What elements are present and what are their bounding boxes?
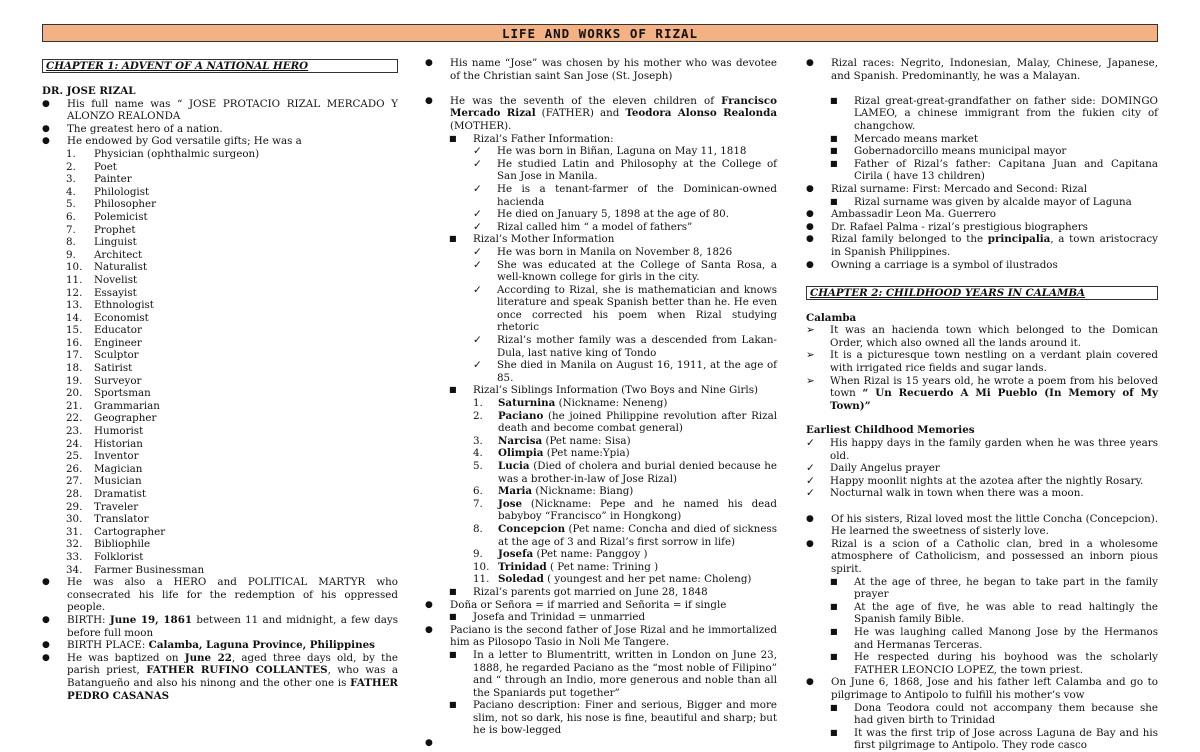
number-marker: 32. bbox=[66, 538, 83, 551]
square-item: ■ It was the first trip of Jose across Laguna de Bay and his first pilgrimage to Antipolo. They rode casco bbox=[830, 726, 1158, 752]
number-marker: 7. bbox=[473, 497, 483, 510]
gift-item: 9. Architect bbox=[66, 248, 143, 261]
number-marker: 5. bbox=[473, 460, 483, 472]
memory-item: ✓ Happy moonlit nights at the azotea after the nightly Rosary. bbox=[806, 474, 1144, 487]
gift-item: 21. Grammarian bbox=[66, 399, 160, 412]
gift-item: 19. Surveyor bbox=[66, 374, 142, 387]
number-marker: 9. bbox=[66, 248, 76, 261]
bullet-item: ● Rizal races: Negrito, Indonesian, Malay, Chinese, Japanese, and Spanish. Predominantly, he was a Malayan. bbox=[806, 57, 1158, 82]
square-bullet-icon: ■ bbox=[449, 385, 457, 395]
gift-item: 16. Engineer bbox=[66, 336, 142, 349]
bullet-item: ● Rizal family belonged to the principalia, a town aristocracy in Spanish Philippines. bbox=[806, 233, 1158, 258]
square-bullet-icon: ■ bbox=[449, 234, 457, 244]
number-marker: 17. bbox=[66, 349, 83, 362]
father-info-item: ✓ He studied Latin and Philosophy at the College of San Jose in Manila. bbox=[473, 157, 777, 183]
gift-item: 20. Sportsman bbox=[66, 387, 151, 400]
gift-item: 24. Historian bbox=[66, 437, 143, 450]
square-bullet-icon: ■ bbox=[830, 146, 838, 156]
bullet-icon: ● bbox=[42, 652, 50, 663]
square-item: ■ Rizal surname was given by alcalde mayor of Laguna bbox=[830, 195, 1132, 208]
bullet-item: ● Of his sisters, Rizal loved most the little Concha (Concepcion). He learned the sweetness of sisterly love. bbox=[806, 512, 1158, 538]
section-heading-memories: Earliest Childhood Memories bbox=[806, 424, 975, 437]
number-marker: 4. bbox=[66, 185, 76, 198]
bullet-item-birthplace: ● BIRTH PLACE: Calamba, Laguna Province, Philippines bbox=[42, 639, 375, 652]
bullet-icon: ● bbox=[806, 221, 814, 232]
arrow-bullet-icon: ➢ bbox=[806, 324, 815, 337]
check-icon: ✓ bbox=[473, 182, 482, 195]
square-bullet-icon: ■ bbox=[830, 95, 838, 105]
square-item: ■ Mercado means market bbox=[830, 132, 979, 145]
number-marker: 8. bbox=[473, 522, 483, 535]
square-bullet-icon: ■ bbox=[830, 702, 838, 712]
sibling-item: 9. Josefa (Pet name: Panggoy ) bbox=[473, 548, 648, 561]
number-marker: 6. bbox=[66, 210, 76, 223]
bullet-item: ● Doña or Señora = if married and Señorita = if single bbox=[425, 598, 727, 611]
number-marker: 7. bbox=[66, 223, 76, 236]
mother-info-item: ✓ Rizal’s mother family was a descended from Lakan-Dula, last native king of Tondo bbox=[473, 334, 777, 359]
square-item: ■ Rizal great-great-grandfather on father side: DOMINGO LAMEO, a chinese immigrant from the fukien city of changchow. bbox=[830, 94, 1158, 132]
sibling-item: 1. Saturnina (Nickname: Neneng) bbox=[473, 397, 668, 410]
gift-item: 17. Sculptor bbox=[66, 349, 139, 362]
gift-item: 13. Ethnologist bbox=[66, 299, 154, 312]
bullet-icon: ● bbox=[425, 738, 433, 749]
memory-item: ✓ Nocturnal walk in town when there was a moon. bbox=[806, 487, 1084, 500]
memory-item: ✓ Daily Angelus prayer bbox=[806, 462, 940, 475]
sibling-name: Lucia bbox=[498, 460, 530, 472]
gift-item: 3. Painter bbox=[66, 173, 132, 186]
father-info-item: ✓ Rizal called him “ a model of fathers” bbox=[473, 220, 693, 233]
sibling-name: Josefa bbox=[498, 548, 534, 561]
bullet-item-baptism: ● He was baptized on June 22, aged three days old, by the parish priest, FATHER RUFINO COLLANTES, who was a Batangueño and also his ninong and the other one is FATHER PEDRO CASANAS bbox=[42, 651, 398, 702]
mother-info-item: ✓ He was born in Manila on November 8, 1826 bbox=[473, 245, 733, 258]
square-bullet-icon: ■ bbox=[449, 586, 457, 596]
section-heading-dr-jose-rizal: DR. JOSE RIZAL bbox=[42, 85, 136, 97]
empty-bullet-item bbox=[425, 737, 777, 750]
number-marker: 14. bbox=[66, 311, 83, 324]
gift-item: 6. Polemicist bbox=[66, 210, 148, 223]
memories-list bbox=[806, 437, 1158, 500]
bullet-icon: ● bbox=[806, 183, 814, 194]
bullet-item: ● He was also a HERO and POLITICAL MARTYR who consecrated his life for the redemption of his oppressed people. bbox=[42, 576, 398, 614]
square-bullet-icon: ■ bbox=[449, 612, 457, 622]
bullet-icon: ● bbox=[806, 677, 814, 688]
bullet-item: ● Ambassadir Leon Ma. Guerrero bbox=[806, 208, 996, 221]
check-icon: ✓ bbox=[473, 220, 482, 233]
number-marker: 1. bbox=[473, 397, 483, 410]
bullet-item: ● Owning a carriage is a symbol of ilustrados bbox=[806, 258, 1058, 271]
number-marker: 33. bbox=[66, 550, 83, 563]
number-marker: 11. bbox=[473, 573, 490, 586]
number-marker: 12. bbox=[66, 286, 83, 299]
sibling-name: Concepcion bbox=[498, 522, 566, 535]
sibling-item: 5. Lucia (Died of cholera and burial denied because he was a brother-in-law of Jose Rizal) bbox=[473, 460, 777, 485]
gift-item: 29. Traveler bbox=[66, 500, 139, 513]
number-marker: 2. bbox=[473, 409, 483, 422]
bullet-icon: ● bbox=[42, 640, 50, 651]
gift-item: 31. Cartographer bbox=[66, 525, 166, 538]
square-bullet-icon: ■ bbox=[449, 700, 457, 710]
gift-item: 7. Prophet bbox=[66, 223, 136, 236]
check-icon: ✓ bbox=[473, 283, 482, 296]
subheading-siblings-info: ■ Rizal’s Siblings Information (Two Boys and Nine Girls) bbox=[449, 384, 759, 397]
sibling-name: Jose bbox=[498, 497, 523, 510]
square-bullet-icon: ■ bbox=[449, 133, 457, 143]
number-marker: 15. bbox=[66, 324, 83, 337]
sibling-name: Narcisa bbox=[498, 434, 543, 447]
square-item: ■ In a letter to Blumentritt, written in London on June 23, 1888, he regarded Paciano as the “most noble of Filipino” and “ through an Indio, more generous and noble than all the Spaniards put together” bbox=[449, 648, 777, 699]
check-icon: ✓ bbox=[473, 145, 482, 158]
bullet-icon: ● bbox=[806, 259, 814, 270]
subheading-father-info: ■ Rizal’s Father Information: bbox=[449, 132, 614, 145]
sibling-item: 6. Maria (Nickname: Biang) bbox=[473, 485, 634, 498]
square-item: ■ At the age of five, he was able to read haltingly the Spanish family Bible. bbox=[830, 600, 1158, 626]
gift-item: 2. Poet bbox=[66, 160, 117, 173]
square-item: ■ At the age of three, he began to take part in the family prayer bbox=[830, 575, 1158, 601]
number-marker: 4. bbox=[473, 447, 483, 460]
arrow-bullet-icon: ➢ bbox=[806, 374, 815, 387]
number-marker: 16. bbox=[66, 336, 83, 349]
number-marker: 23. bbox=[66, 425, 83, 438]
gift-item: 10. Naturalist bbox=[66, 261, 147, 274]
number-marker: 13. bbox=[66, 299, 83, 312]
number-marker: 2. bbox=[66, 160, 76, 173]
number-marker: 28. bbox=[66, 488, 83, 500]
chapter-2-heading: CHAPTER 2: CHILDHOOD YEARS IN CALAMBA bbox=[806, 286, 1158, 300]
gift-item: 32. Bibliophile bbox=[66, 538, 151, 551]
number-marker: 19. bbox=[66, 374, 83, 387]
number-marker: 31. bbox=[66, 525, 83, 538]
bullet-item: ● The greatest hero of a nation. bbox=[42, 122, 223, 135]
number-marker: 30. bbox=[66, 513, 83, 526]
square-bullet-icon: ■ bbox=[830, 133, 838, 143]
gift-item: 22. Geographer bbox=[66, 412, 157, 425]
bullet-icon: ● bbox=[42, 136, 50, 147]
square-bullet-icon: ■ bbox=[830, 652, 838, 662]
father-info-item: ✓ He was born in Biñan, Laguna on May 11, 1818 bbox=[473, 145, 747, 158]
bullet-item: ● He endowed by God versatile gifts; He was a bbox=[42, 135, 302, 148]
scion-sublist bbox=[806, 576, 1158, 677]
check-icon: ✓ bbox=[473, 258, 482, 271]
pilgrimage-sublist bbox=[806, 702, 1158, 752]
number-marker: 11. bbox=[66, 273, 83, 286]
mother-info-item: ✓ She died in Manila on August 16, 1911, at the age of 85. bbox=[473, 359, 777, 384]
mother-info-list bbox=[425, 246, 777, 385]
square-item: ■ Dona Teodora could not accompany them because she had given birth to Trinidad bbox=[830, 701, 1158, 727]
sibling-name: Trinidad bbox=[498, 560, 547, 573]
number-marker: 26. bbox=[66, 462, 83, 475]
arrow-item: ➢ When Rizal is 15 years old, he wrote a poem from his beloved town “ Un Recuerdo A Mi Pueblo (In Memory of My Town)” bbox=[806, 374, 1158, 412]
sibling-name: Soledad bbox=[498, 573, 544, 586]
square-bullet-icon: ■ bbox=[830, 576, 838, 586]
father-info-item: ✓ He is a tenant-farmer of the Dominican-owned hacienda bbox=[473, 182, 777, 208]
square-item: ■ Josefa and Trinidad = unmarried bbox=[449, 611, 646, 624]
gift-item: 14. Economist bbox=[66, 311, 149, 324]
square-item: ■ Rizal’s parents got married on June 28, 1848 bbox=[449, 585, 708, 598]
square-item: ■ He was laughing called Manong Jose by the Hermanos and Hermanas Terceras. bbox=[830, 625, 1158, 651]
bullet-item: ● He was the seventh of the eleven children of Francisco Mercado Rizal (FATHER) and Teodora Alonso Realonda (MOTHER). bbox=[425, 94, 777, 132]
bullet-icon: ● bbox=[425, 599, 433, 610]
siblings-list bbox=[425, 397, 777, 586]
check-icon: ✓ bbox=[806, 487, 815, 500]
number-marker: 10. bbox=[66, 261, 83, 274]
gift-item: 12. Essayist bbox=[66, 286, 137, 299]
sibling-item: 7. Jose (Nickname: Pepe and he named his dead babyboy “Francisco” in Hongkong) bbox=[473, 497, 777, 523]
father-info-item: ✓ He died on January 5, 1898 at the age of 80. bbox=[473, 208, 729, 221]
gift-item: 27. Musician bbox=[66, 475, 142, 488]
square-bullet-icon: ■ bbox=[830, 196, 838, 206]
sibling-item: 4. Olimpia (Pet name:Ypia) bbox=[473, 447, 630, 460]
bullet-item: ● Paciano is the second father of Jose Rizal and he immortalized him as Pilosopo Tasio in Noli Me Tangere. bbox=[425, 623, 777, 649]
check-icon: ✓ bbox=[473, 208, 482, 221]
number-marker: 3. bbox=[473, 434, 483, 447]
bullet-icon: ● bbox=[425, 58, 433, 68]
sibling-item: 8. Concepcion (Pet name: Concha and died of sickness at the age of 3 and Rizal’s first sorrow in life) bbox=[473, 522, 777, 548]
check-icon: ✓ bbox=[473, 334, 482, 347]
bullet-item-birth: ● BIRTH: June 19, 1861 between 11 and midnight, a few days before full moon bbox=[42, 613, 399, 639]
check-icon: ✓ bbox=[473, 359, 482, 372]
bullet-icon: ● bbox=[42, 577, 50, 588]
sibling-name: Paciano bbox=[498, 409, 544, 422]
number-marker: 6. bbox=[473, 485, 483, 498]
square-bullet-icon: ■ bbox=[449, 649, 457, 659]
square-item: ■ Father of Rizal’s father: Capitana Juan and Capitana Cirila ( have 13 children) bbox=[830, 157, 1158, 183]
bullet-icon: ● bbox=[806, 58, 814, 68]
father-info-list bbox=[425, 145, 777, 233]
number-marker: 24. bbox=[66, 437, 83, 450]
square-bullet-icon: ■ bbox=[830, 601, 838, 611]
arrow-item: ➢ It was an hacienda town which belonged to the Domican Order, which also owned all the lands around it. bbox=[806, 324, 1158, 349]
memory-item: ✓ His happy days in the family garden when he was three years old. bbox=[806, 437, 1158, 462]
check-icon: ✓ bbox=[806, 462, 815, 475]
gift-item: 4. Philologist bbox=[66, 185, 150, 198]
number-marker: 21. bbox=[66, 399, 83, 412]
square-item: ■ Paciano description: Finer and serious, Bigger and more slim, not so dark, his nose is fine, beautiful and sharp; but he is bow-legged bbox=[449, 699, 777, 737]
sibling-name: Maria bbox=[498, 485, 533, 498]
number-marker: 3. bbox=[66, 173, 76, 186]
gift-item: 18. Satirist bbox=[66, 362, 133, 375]
column-3 bbox=[806, 57, 1158, 752]
bullet-icon: ● bbox=[425, 95, 433, 106]
bullet-item: ● Rizal surname: First: Mercado and Second: Rizal bbox=[806, 182, 1088, 195]
number-marker: 34. bbox=[66, 563, 83, 576]
sibling-item: 2. Paciano (he joined Philippine revolution after Rizal death and become combat general) bbox=[473, 409, 777, 435]
bullet-icon: ● bbox=[42, 123, 50, 134]
section-heading-calamba: Calamba bbox=[806, 311, 857, 324]
square-bullet-icon: ■ bbox=[830, 626, 838, 636]
square-item: ■ He respected during his boyhood was the scholarly FATHER LEONCIO LOPEZ, the town priest. bbox=[830, 651, 1158, 676]
square-bullet-icon: ■ bbox=[830, 727, 838, 737]
gift-item: 33. Folklorist bbox=[66, 550, 144, 563]
document-title: LIFE AND WORKS OF RIZAL bbox=[42, 24, 1158, 42]
column-1 bbox=[42, 57, 398, 702]
subheading-mother-info: ■ Rizal’s Mother Information bbox=[449, 233, 615, 246]
arrow-item: ➢ It is a picturesque town nestling on a verdant plain covered with irrigated rice fields and sugar lands. bbox=[806, 349, 1158, 375]
check-icon: ✓ bbox=[806, 437, 815, 450]
bullet-icon: ● bbox=[806, 209, 814, 220]
gift-item: 25. Inventor bbox=[66, 450, 139, 463]
bullet-icon: ● bbox=[806, 538, 814, 549]
gift-item: 34. Farmer Businessman bbox=[66, 563, 205, 576]
chapter-1-heading: CHAPTER 1: ADVENT OF A NATIONAL HERO bbox=[42, 59, 398, 73]
gift-item: 1. Physician (ophthalmic surgeon) bbox=[66, 147, 260, 160]
number-marker: 29. bbox=[66, 500, 83, 513]
number-marker: 8. bbox=[66, 236, 76, 249]
gift-item: 26. Magician bbox=[66, 462, 143, 475]
check-icon: ✓ bbox=[473, 245, 482, 258]
mother-info-item: ✓ According to Rizal, she is mathematician and knows literature and speak Spanish better than he. He even once corrected his poem when Rizal studying rhetoric bbox=[473, 283, 777, 334]
bullet-item: ● Rizal is a scion of a Catholic clan, bred in a wholesome atmosphere of Catholicism, and possessed an inborn pious spirit. bbox=[806, 537, 1158, 575]
bullet-item: ● His name “Jose” was chosen by his mother who was devotee of the Christian saint San Jose (St. Joseph) bbox=[425, 57, 777, 82]
square-bullet-icon: ■ bbox=[830, 158, 838, 168]
check-icon: ✓ bbox=[473, 157, 482, 170]
gift-item: 11. Novelist bbox=[66, 273, 138, 286]
bullet-icon: ● bbox=[806, 234, 814, 245]
number-marker: 10. bbox=[473, 560, 490, 573]
bullet-item: ● On June 6, 1868, Jose and his father left Calamba and go to pilgrimage to Antipolo to fulfill his mother’s vow bbox=[806, 676, 1158, 701]
number-marker: 25. bbox=[66, 450, 83, 463]
bullet-icon: ● bbox=[806, 513, 814, 524]
gift-item: 23. Humorist bbox=[66, 425, 144, 438]
column-2 bbox=[425, 57, 777, 750]
bullet-icon: ● bbox=[425, 624, 433, 635]
gift-item: 28. Dramatist bbox=[66, 488, 147, 500]
number-marker: 9. bbox=[473, 548, 483, 561]
number-marker: 1. bbox=[66, 147, 76, 160]
number-marker: 18. bbox=[66, 362, 83, 375]
arrow-bullet-icon: ➢ bbox=[806, 349, 815, 362]
number-marker: 27. bbox=[66, 475, 83, 488]
bullet-icon: ● bbox=[42, 614, 50, 625]
bullet-item: ● Dr. Rafael Palma - rizal’s prestigious biographers bbox=[806, 220, 1088, 233]
gift-item: 30. Translator bbox=[66, 513, 149, 526]
number-marker: 20. bbox=[66, 387, 83, 400]
sibling-name: Saturnina bbox=[498, 397, 556, 410]
mother-info-item: ✓ She was educated at the College of Santa Rosa, a well-known college for girls in the city. bbox=[473, 258, 777, 284]
check-icon: ✓ bbox=[806, 474, 815, 487]
sibling-name: Olimpia bbox=[498, 447, 544, 460]
sibling-item: 3. Narcisa (Pet name: Sisa) bbox=[473, 434, 631, 447]
sibling-item: 10. Trinidad ( Pet name: Trining ) bbox=[473, 560, 659, 573]
gifts-list bbox=[42, 148, 398, 576]
sibling-item: 11. Soledad ( youngest and her pet name: Choleng) bbox=[473, 573, 752, 586]
number-marker: 22. bbox=[66, 412, 83, 425]
gift-item: 15. Educator bbox=[66, 324, 142, 337]
bullet-icon: ● bbox=[42, 98, 50, 109]
gift-item: 8. Linguist bbox=[66, 236, 137, 249]
gift-item: 5. Philosopher bbox=[66, 198, 157, 211]
square-item: ■ Gobernadorcillo means municipal mayor bbox=[830, 145, 1067, 158]
number-marker: 5. bbox=[66, 198, 76, 211]
bullet-item: ● His full name was “ JOSE PROTACIO RIZAL MERCADO Y ALONZO REALONDA bbox=[42, 97, 398, 123]
